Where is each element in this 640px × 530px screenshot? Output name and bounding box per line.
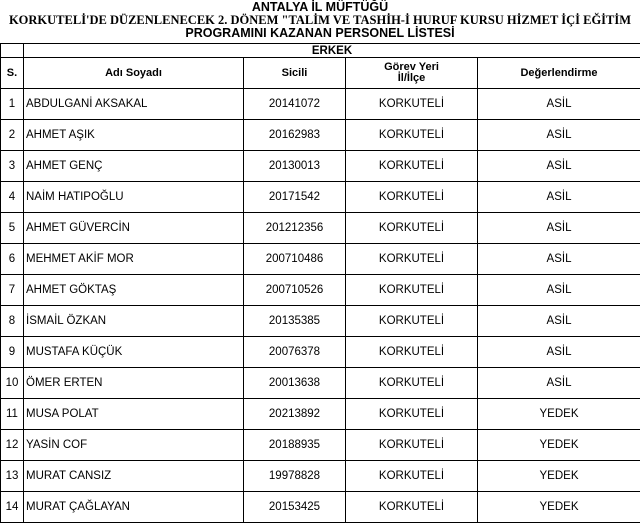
cell-sicil: 20135385 (244, 306, 346, 337)
column-header-gorev-line-1: Görev Yeri (384, 61, 439, 73)
cell-deger: ASİL (478, 213, 640, 244)
cell-gorev: KORKUTELİ (346, 120, 478, 151)
section-spacer (1, 44, 24, 58)
cell-num: 11 (1, 399, 24, 430)
cell-sicil: 20076378 (244, 337, 346, 368)
table-row (1, 492, 640, 523)
cell-name: ABDULGANİ AKSAKAL (24, 89, 244, 120)
cell-num: 8 (1, 306, 24, 337)
table-row (1, 120, 640, 151)
cell-sicil: 200710526 (244, 275, 346, 306)
cell-sicil: 20171542 (244, 182, 346, 213)
cell-sicil: 20162983 (244, 120, 346, 151)
column-header-gorev-line-2: İl/İlçe (397, 72, 426, 84)
cell-sicil: 20153425 (244, 492, 346, 523)
cell-sicil: 19978828 (244, 461, 346, 492)
cell-name: AHMET GÜVERCİN (24, 213, 244, 244)
table-row (1, 306, 640, 337)
cell-num: 14 (1, 492, 24, 523)
cell-sicil: 20130013 (244, 151, 346, 182)
cell-num: 9 (1, 337, 24, 368)
cell-deger: ASİL (478, 244, 640, 275)
cell-num: 4 (1, 182, 24, 213)
cell-name: MURAT ÇAĞLAYAN (24, 492, 244, 523)
table-row (1, 275, 640, 306)
cell-deger: ASİL (478, 275, 640, 306)
cell-num: 3 (1, 151, 24, 182)
cell-num: 5 (1, 213, 24, 244)
cell-sicil: 200710486 (244, 244, 346, 275)
cell-sicil: 201212356 (244, 213, 346, 244)
cell-gorev: KORKUTELİ (346, 461, 478, 492)
cell-num: 2 (1, 120, 24, 151)
cell-gorev: KORKUTELİ (346, 306, 478, 337)
cell-gorev: KORKUTELİ (346, 244, 478, 275)
cell-deger: YEDEK (478, 399, 640, 430)
table-row (1, 461, 640, 492)
section-label: ERKEK (24, 44, 640, 58)
cell-deger: YEDEK (478, 430, 640, 461)
cell-name: MURAT CANSIZ (24, 461, 244, 492)
cell-num: 7 (1, 275, 24, 306)
cell-gorev: KORKUTELİ (346, 182, 478, 213)
cell-deger: ASİL (478, 120, 640, 151)
table-body (1, 89, 640, 523)
header-line-1: ANTALYA İL MÜFTÜĞÜ (251, 0, 389, 14)
cell-gorev: KORKUTELİ (346, 399, 478, 430)
table-row (1, 244, 640, 275)
cell-sicil: 20141072 (244, 89, 346, 120)
cell-deger: ASİL (478, 182, 640, 213)
cell-num: 10 (1, 368, 24, 399)
column-header-row (1, 58, 640, 89)
header-line-3: PROGRAMINI KAZANAN PERSONEL LİSTESİ (185, 26, 455, 40)
cell-name: MEHMET AKİF MOR (24, 244, 244, 275)
cell-name: NAİM HATIPOĞLU (24, 182, 244, 213)
cell-deger: ASİL (478, 337, 640, 368)
cell-name: AHMET AŞIK (24, 120, 244, 151)
header-line-2: KORKUTELİ'DE DÜZENLENECEK 2. DÖNEM "TALİM VE TASHİH-İ HURUF KURSU HİZMET İÇİ EĞİTİM (8, 13, 632, 27)
cell-num: 12 (1, 430, 24, 461)
column-header-num: S. (1, 58, 24, 89)
cell-gorev: KORKUTELİ (346, 368, 478, 399)
cell-name: MUSTAFA KÜÇÜK (24, 337, 244, 368)
column-header-gorev (346, 58, 478, 89)
cell-name: YASİN COF (24, 430, 244, 461)
cell-name: AHMET GENÇ (24, 151, 244, 182)
table-row (1, 368, 640, 399)
cell-deger: ASİL (478, 368, 640, 399)
cell-deger: ASİL (478, 89, 640, 120)
cell-gorev: KORKUTELİ (346, 337, 478, 368)
cell-name: AHMET GÖKTAŞ (24, 275, 244, 306)
cell-sicil: 20213892 (244, 399, 346, 430)
cell-deger: YEDEK (478, 492, 640, 523)
cell-sicil: 20188935 (244, 430, 346, 461)
cell-gorev: KORKUTELİ (346, 213, 478, 244)
cell-sicil: 20013638 (244, 368, 346, 399)
column-header-name: Adı Soyadı (24, 58, 244, 89)
column-header-sicil: Sicili (244, 58, 346, 89)
table-row (1, 337, 640, 368)
cell-deger: ASİL (478, 151, 640, 182)
cell-name: MUSA POLAT (24, 399, 244, 430)
table-row (1, 399, 640, 430)
table-row (1, 430, 640, 461)
cell-gorev: KORKUTELİ (346, 275, 478, 306)
cell-num: 1 (1, 89, 24, 120)
cell-deger: YEDEK (478, 461, 640, 492)
column-header-deger: Değerlendirme (478, 58, 640, 89)
cell-name: ÖMER ERTEN (24, 368, 244, 399)
cell-name: İSMAİL ÖZKAN (24, 306, 244, 337)
section-row (1, 44, 640, 58)
table-row (1, 151, 640, 182)
cell-gorev: KORKUTELİ (346, 430, 478, 461)
table-row (1, 182, 640, 213)
table-row (1, 89, 640, 120)
document-header (0, 0, 640, 40)
cell-num: 6 (1, 244, 24, 275)
cell-gorev: KORKUTELİ (346, 89, 478, 120)
table-row (1, 213, 640, 244)
cell-deger: ASİL (478, 306, 640, 337)
cell-num: 13 (1, 461, 24, 492)
personnel-table (0, 43, 640, 523)
cell-gorev: KORKUTELİ (346, 151, 478, 182)
cell-gorev: KORKUTELİ (346, 492, 478, 523)
